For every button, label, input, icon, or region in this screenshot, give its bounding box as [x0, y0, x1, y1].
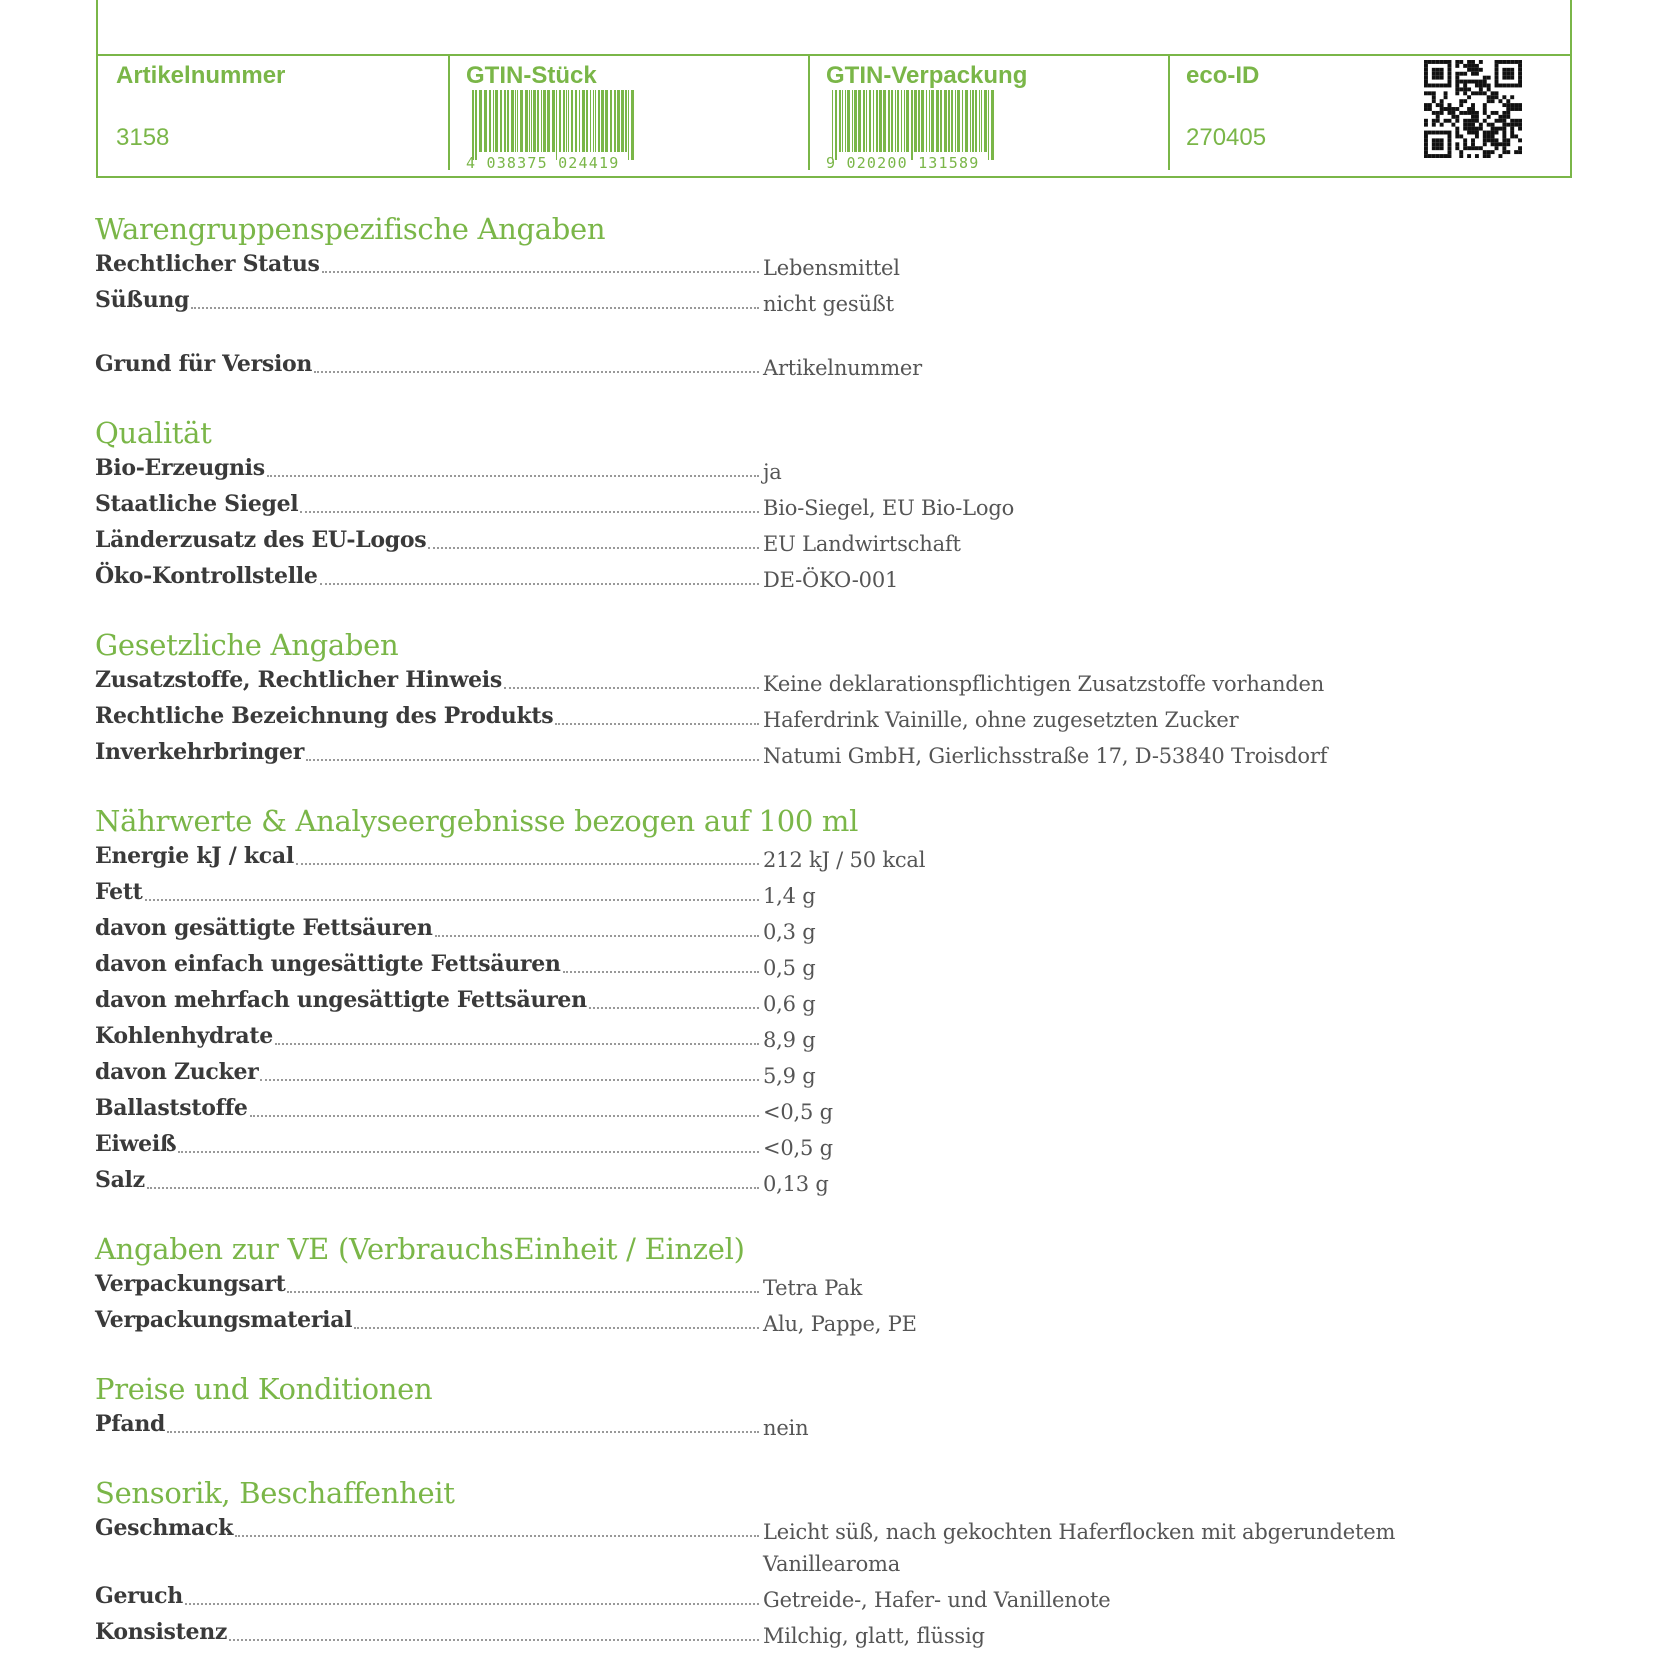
barcode-bar	[873, 90, 874, 152]
dot-leader	[354, 1327, 759, 1329]
spec-row	[95, 736, 1555, 772]
barcode-bar	[552, 90, 555, 152]
barcode-bar	[832, 90, 833, 160]
barcode-bar	[601, 90, 604, 152]
spec-row	[95, 284, 1555, 320]
barcode-bar	[891, 90, 893, 152]
section-preise	[95, 1370, 1555, 1444]
spec-value: 0,6 g	[763, 992, 816, 1016]
spec-label: Kohlenhydrate	[95, 1023, 273, 1049]
barcode-bar	[876, 90, 878, 152]
barcode-bar	[520, 90, 523, 152]
barcode-bar	[906, 90, 909, 152]
dot-leader	[250, 1115, 759, 1117]
dot-leader	[167, 1431, 759, 1433]
barcode-bar	[926, 90, 927, 152]
spec-value: EU Landwirtschaft	[763, 532, 961, 556]
gtin-verpackung-cell	[808, 56, 1170, 170]
spec-row	[95, 1580, 1555, 1616]
barcode-bar	[610, 90, 612, 152]
barcode-bar	[852, 90, 853, 152]
spec-label: Rechtliche Bezeichnung des Produkts	[95, 703, 554, 729]
spec-row	[95, 524, 1555, 560]
spec-label: Ballaststoffe	[95, 1095, 248, 1121]
spec-row	[95, 664, 1555, 700]
spec-row	[95, 840, 1555, 876]
spec-row	[95, 1056, 1555, 1092]
spec-label: Energie kJ / kcal	[95, 843, 294, 869]
section-title: Gesetzliche Angaben	[95, 628, 399, 662]
barcode-bar	[948, 90, 950, 152]
barcode-bar	[869, 90, 871, 152]
dot-leader	[314, 371, 759, 373]
barcode-bar	[901, 90, 902, 152]
spec-row	[95, 488, 1555, 524]
barcode-icon	[466, 90, 646, 170]
barcode-bar	[888, 90, 890, 152]
spec-value: Natumi GmbH, Gierlichsstraße 17, D-53840 Troisdorf	[763, 744, 1328, 768]
section-title: Sensorik, Beschaffenheit	[95, 1476, 455, 1510]
spec-label: Geschmack	[95, 1515, 234, 1541]
barcode-bar	[979, 90, 980, 152]
spec-value: Tetra Pak	[763, 1276, 863, 1300]
spec-row	[95, 452, 1555, 488]
barcode-bar	[582, 90, 585, 152]
dot-leader	[320, 583, 759, 585]
section-title: Qualität	[95, 416, 212, 450]
barcode-bar	[904, 90, 905, 152]
barcode-bar	[533, 90, 536, 152]
spec-value: 0,3 g	[763, 920, 816, 944]
spec-value: Lebensmittel	[763, 256, 900, 280]
spec-label: Salz	[95, 1167, 145, 1193]
barcode-bar	[631, 90, 634, 160]
spec-value: 1,4 g	[763, 884, 816, 908]
spec-row	[95, 1616, 1555, 1652]
barcode-bar	[921, 90, 924, 152]
dot-leader	[287, 1291, 759, 1293]
spec-label: Konsistenz	[95, 1619, 228, 1645]
dot-leader	[435, 935, 759, 937]
spec-label: davon einfach ungesättigte Fettsäuren	[95, 951, 561, 977]
barcode-bar	[595, 90, 596, 152]
barcode-bar	[957, 90, 960, 152]
dot-leader	[296, 863, 759, 865]
product-id-header	[96, 0, 1572, 178]
barcode-bar	[863, 90, 865, 152]
barcode-bar	[571, 90, 573, 152]
spec-value: Keine deklarationspflichtigen Zusatzstoffe vorhanden	[763, 672, 1325, 696]
barcode-bar	[556, 90, 557, 160]
spec-row	[95, 1164, 1555, 1200]
barcode-bar	[991, 90, 994, 160]
dot-leader	[185, 1603, 759, 1605]
spec-value: 212 kJ / 50 kcal	[763, 848, 926, 872]
section-title: Warengruppenspezifische Angaben	[95, 212, 606, 246]
barcode-bar	[929, 90, 930, 152]
spec-value: ja	[763, 460, 782, 484]
spec-value: Haferdrink Vainille, ohne zugesetzten Zucker	[763, 708, 1239, 732]
eco-id-value: 270405	[1186, 124, 1267, 151]
dot-leader	[229, 1639, 759, 1641]
barcode-bar	[489, 90, 491, 152]
barcode-bar	[566, 90, 567, 152]
spec-row	[95, 1092, 1555, 1128]
barcode-bar	[936, 90, 939, 152]
spec-label: davon mehrfach ungesättigte Fettsäuren	[95, 987, 587, 1013]
barcode-bar	[575, 90, 577, 152]
barcode-bar	[472, 90, 474, 160]
dot-leader	[322, 271, 759, 273]
spec-value: Leicht süß, nach gekochten Haferflocken mit abgerundetem Vanillearoma	[763, 1520, 1396, 1576]
dot-leader	[504, 687, 759, 689]
spec-value: <0,5 g	[763, 1136, 833, 1160]
barcode-bar	[895, 90, 896, 152]
section-gesetzlich	[95, 626, 1555, 772]
barcode-bar	[586, 90, 588, 152]
barcode-bar	[515, 90, 516, 152]
barcode-bar	[547, 90, 550, 152]
spec-value: Milchig, glatt, flüssig	[763, 1624, 985, 1648]
dot-leader	[235, 1535, 759, 1537]
datasheet-content	[95, 210, 1555, 1652]
spec-value: nein	[763, 1416, 809, 1440]
spec-label: Geruch	[95, 1583, 183, 1609]
qr-code-icon	[1424, 60, 1522, 158]
spec-row	[95, 1020, 1555, 1056]
barcode-bar	[563, 90, 565, 152]
barcode-bar	[495, 90, 498, 152]
dot-leader	[563, 971, 759, 973]
barcode-bar	[965, 90, 968, 152]
barcode-bar	[883, 90, 886, 152]
spec-value: Artikelnummer	[763, 356, 922, 380]
dot-leader	[306, 759, 759, 761]
spec-row	[95, 912, 1555, 948]
spec-label: Verpackungsart	[95, 1271, 286, 1297]
spec-row	[95, 248, 1555, 284]
barcode-bar	[975, 90, 977, 152]
barcode-bar	[897, 90, 899, 152]
barcode-bar	[504, 90, 506, 152]
barcode-bar	[911, 90, 913, 160]
barcode-bar	[858, 90, 861, 152]
barcode-bar	[525, 90, 528, 152]
spec-row	[95, 948, 1555, 984]
spec-row	[95, 1408, 1555, 1444]
spec-label: Rechtlicher Status	[95, 251, 320, 277]
barcode-bar	[537, 90, 539, 152]
spec-row	[95, 1268, 1555, 1304]
barcode-bar	[541, 90, 542, 152]
barcode-bar	[507, 90, 509, 152]
spec-label: davon gesättigte Fettsäuren	[95, 915, 433, 941]
barcode-bar	[914, 90, 917, 152]
barcode-icon	[826, 90, 1006, 170]
barcode-bar	[621, 90, 624, 152]
section-qualitaet	[95, 414, 1555, 596]
barcode-bar	[955, 90, 956, 152]
spec-label: davon Zucker	[95, 1059, 259, 1085]
spec-value: Alu, Pappe, PE	[763, 1312, 917, 1336]
spec-row	[95, 984, 1555, 1020]
barcode-bar	[940, 90, 942, 152]
spec-label: Fett	[95, 879, 143, 905]
section-ve	[95, 1230, 1555, 1340]
barcode-bar	[918, 90, 920, 152]
barcode-bar	[931, 90, 934, 152]
barcode-bar	[511, 90, 514, 152]
barcode-bar	[628, 90, 629, 160]
barcode-bar	[981, 90, 982, 152]
spec-value: nicht gesüßt	[763, 292, 894, 316]
barcode-bar	[559, 90, 561, 152]
spec-row	[95, 348, 1555, 384]
dot-leader	[300, 511, 759, 513]
barcode-bar	[605, 90, 608, 152]
spec-label: Öko-Kontrollstelle	[95, 563, 318, 589]
barcode-digits: 4 038375 024419	[466, 154, 620, 170]
section-sensorik	[95, 1474, 1555, 1652]
spec-row	[95, 1304, 1555, 1340]
barcode-bar	[970, 90, 971, 152]
eco-id-label: eco-ID	[1186, 62, 1260, 89]
spec-value: 0,13 g	[763, 1172, 829, 1196]
barcode-digits: 9 020200 131589	[826, 154, 980, 170]
artikelnummer-value: 3158	[116, 124, 170, 151]
spec-value: DE-ÖKO-001	[763, 568, 899, 592]
artikelnummer-label: Artikelnummer	[116, 62, 286, 89]
barcode-bar	[543, 90, 546, 152]
barcode-bar	[842, 90, 843, 152]
barcode-bar	[500, 90, 502, 152]
barcode-bar	[531, 90, 532, 152]
dot-leader	[145, 899, 759, 901]
barcode-bar	[962, 90, 963, 152]
barcode-bar	[847, 90, 850, 152]
barcode-bar	[951, 90, 953, 152]
barcode-bar	[984, 90, 987, 152]
spec-row	[95, 560, 1555, 596]
spec-label: Länderzusatz des EU-Logos	[95, 527, 427, 553]
product-id-row	[98, 54, 1570, 176]
section-naehrwerte	[95, 802, 1555, 1200]
barcode-bar	[568, 90, 569, 152]
barcode-bar	[475, 90, 477, 160]
barcode-bar	[484, 90, 487, 152]
dot-leader	[555, 723, 759, 725]
spec-label: Eiweiß	[95, 1131, 177, 1157]
dot-leader	[589, 1007, 759, 1009]
spec-label: Grund für Version	[95, 351, 313, 377]
dot-leader	[147, 1187, 759, 1189]
eco-id-cell	[1168, 56, 1570, 176]
barcode-bar	[839, 90, 841, 152]
dot-leader	[191, 307, 759, 309]
section-title: Nährwerte & Analyseergebnisse bezogen auf 100 ml	[95, 804, 859, 838]
dot-leader	[260, 1079, 759, 1081]
barcode-bar	[479, 90, 482, 152]
dot-leader	[267, 475, 759, 477]
gtin-stueck-label: GTIN-Stück	[466, 62, 597, 89]
gtin-verpackung-label: GTIN-Verpackung	[826, 62, 1028, 89]
spec-row	[95, 1512, 1555, 1580]
barcode-bar	[854, 90, 857, 152]
barcode-bar	[598, 90, 600, 152]
spec-label: Staatliche Siegel	[95, 491, 299, 517]
spec-label: Verpackungsmaterial	[95, 1307, 353, 1333]
spec-value: 0,5 g	[763, 956, 816, 980]
spec-value: Bio-Siegel, EU Bio-Logo	[763, 496, 1015, 520]
barcode-bar	[879, 90, 882, 152]
spec-row	[95, 876, 1555, 912]
gtin-stueck-cell	[448, 56, 810, 170]
spec-value: 5,9 g	[763, 1064, 816, 1088]
barcode-bar	[625, 90, 627, 152]
barcode-bar	[614, 90, 616, 152]
barcode-bar	[529, 90, 530, 152]
barcode-bar	[845, 90, 846, 152]
dot-leader	[275, 1043, 759, 1045]
barcode-bar	[972, 90, 974, 152]
dot-leader	[428, 547, 759, 549]
barcode-bar	[617, 90, 620, 152]
artikelnummer-cell	[98, 56, 450, 170]
barcode-bar	[988, 90, 989, 160]
dot-leader	[178, 1151, 759, 1153]
barcode-bar	[517, 90, 518, 152]
section-warengruppe	[95, 210, 1555, 384]
section-title: Preise und Konditionen	[95, 1372, 433, 1406]
spec-label: Süßung	[95, 287, 190, 313]
barcode-bar	[835, 90, 837, 160]
spec-label: Bio-Erzeugnis	[95, 455, 265, 481]
barcode-bar	[593, 90, 594, 152]
spec-label: Pfand	[95, 1411, 166, 1437]
barcode-bar	[493, 90, 494, 152]
spec-row	[95, 1128, 1555, 1164]
barcode-bar	[579, 90, 580, 152]
barcode-bar	[866, 90, 867, 152]
spec-value: 8,9 g	[763, 1028, 816, 1052]
spec-value: <0,5 g	[763, 1100, 833, 1124]
section-title: Angaben zur VE (VerbrauchsEinheit / Einzel)	[95, 1232, 745, 1266]
spec-row	[95, 700, 1555, 736]
spec-label: Inverkehrbringer	[95, 739, 304, 765]
spec-label: Zusatzstoffe, Rechtlicher Hinweis	[95, 667, 502, 693]
barcode-bar	[944, 90, 947, 152]
barcode-bar	[590, 90, 591, 152]
spec-value: Getreide-, Hafer- und Vanillenote	[763, 1588, 1111, 1612]
